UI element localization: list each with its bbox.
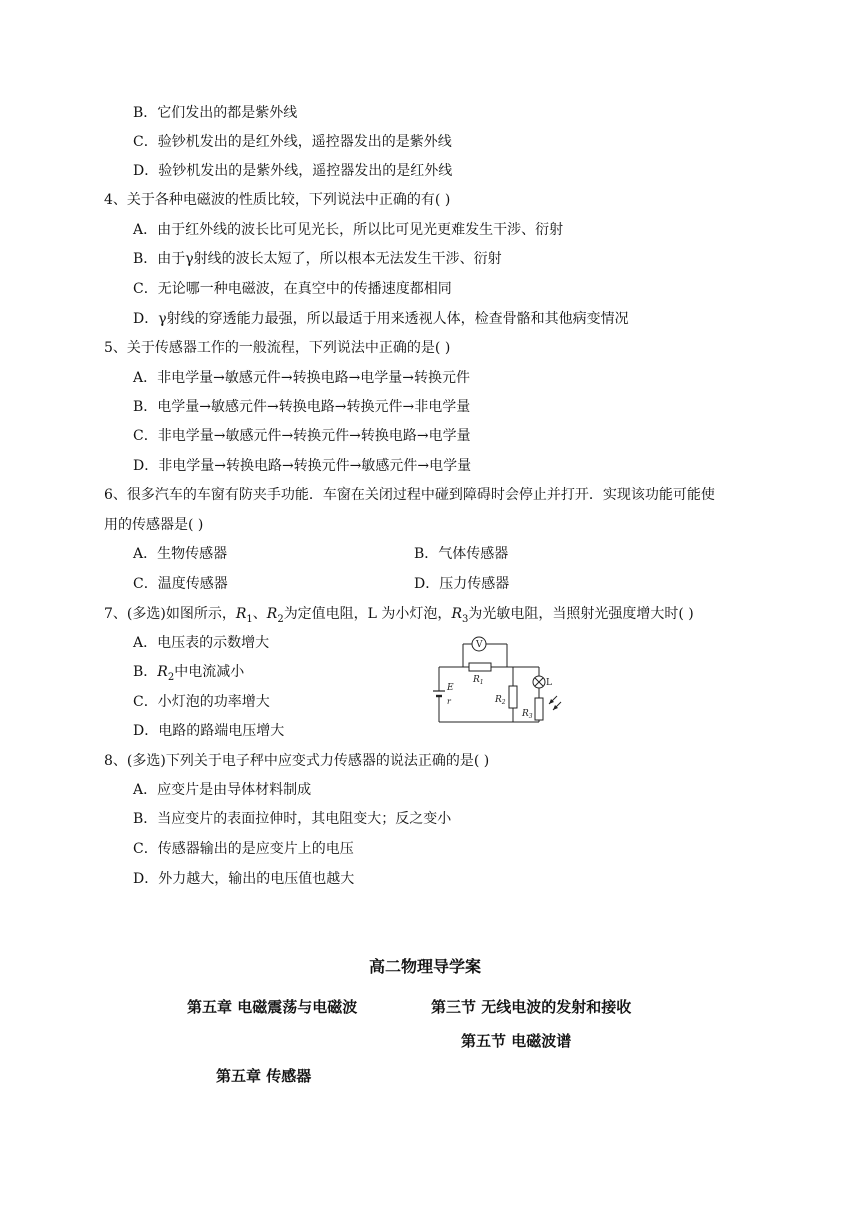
- chapter-heading-em: 第五章 电磁震荡与电磁波: [187, 998, 358, 1016]
- q7-r1-sub: 1: [246, 613, 253, 625]
- q8-stem: 8、(多选)下列关于电子秤中应变式力传感器的说法正确的是( ): [104, 753, 490, 769]
- q7-r3-sub: 3: [461, 613, 469, 625]
- q7-stem-prefix: 7、(多选)如图所示，: [104, 606, 236, 622]
- q7-option-b-sub: 2: [167, 671, 175, 683]
- q7-option-a: A．电压表的示数增大: [133, 635, 270, 651]
- q3-option-d: D．验钞机发出的是紫外线，遥控器发出的是红外线: [133, 163, 453, 179]
- section-5-heading: 第五节 电磁波谱: [461, 1032, 572, 1050]
- q7-stem-suffix: 为光敏电阻，当照射光强度增大时( ): [468, 606, 694, 622]
- q7-option-c: C．小灯泡的功率增大: [133, 694, 270, 710]
- q7-r2-sub: 2: [277, 613, 284, 625]
- q5-option-a: A．非电学量→敏感元件→转换电路→电学量→转换元件: [133, 370, 471, 386]
- q7-stem-sep: 、: [252, 606, 267, 622]
- q8-option-d: D．外力越大，输出的电压值也越大: [133, 871, 355, 887]
- q3-option-b: B．它们发出的都是紫外线: [133, 105, 298, 121]
- section-3-heading: 第三节 无线电波的发射和接收: [431, 998, 632, 1016]
- q4-option-c: C．无论哪一种电磁波，在真空中的传播速度都相同: [133, 281, 452, 297]
- q5-option-b: B．电学量→敏感元件→转换电路→转换元件→非电学量: [133, 399, 471, 415]
- q7-stem: [104, 604, 694, 630]
- q4-option-b: B．由于γ射线的波长太短了，所以根本无法发生干涉、衍射: [133, 251, 502, 267]
- q4-stem: 4、关于各种电磁波的性质比较，下列说法中正确的有( ): [104, 192, 451, 208]
- q6-stem-line1: 6、很多汽车的车窗有防夹手功能．车窗在关闭过程中碰到障碍时会停止并打开．实现该功能可能使: [104, 487, 715, 503]
- q6-stem-line2: 用的传感器是( ): [104, 517, 204, 533]
- r1-label: $R_1$: [473, 675, 484, 686]
- chapter-heading-sensors: 第五章 传感器: [216, 1067, 312, 1085]
- internal-resistance-label: r: [447, 697, 451, 706]
- q7-stem-mid: 为定值电阻，L 为小灯泡，: [283, 606, 452, 622]
- r2-label: $R_2$: [495, 695, 506, 706]
- q7-option-b-var: R: [157, 664, 168, 680]
- q5-option-d: D．非电学量→转换电路→转换元件→敏感元件→电学量: [133, 458, 472, 474]
- q7-r1: R: [235, 606, 247, 622]
- q6-option-a: A．生物传感器: [133, 546, 228, 562]
- q7-r3: R: [451, 606, 462, 622]
- page-title: 高二物理导学案: [369, 957, 482, 976]
- q7-option-b-prefix: B．: [133, 664, 158, 680]
- r3-label: $R_3$: [522, 709, 533, 720]
- voltmeter-label: V: [476, 640, 483, 650]
- q7-option-b-text: 中电流减小: [174, 664, 245, 680]
- q5-stem: 5、关于传感器工作的一般流程，下列说法中正确的是( ): [104, 340, 451, 356]
- q4-option-a: A．由于红外线的波长比可见光长，所以比可见光更难发生干涉、衍射: [133, 222, 564, 238]
- q8-option-c: C．传感器输出的是应变片上的电压: [133, 841, 354, 857]
- q5-option-c: C．非电学量→敏感元件→转换元件→转换电路→电学量: [133, 428, 471, 444]
- emf-label: E: [447, 683, 454, 693]
- q6-option-d: D．压力传感器: [414, 576, 510, 592]
- q4-option-d: D．γ射线的穿透能力最强，所以最适于用来透视人体，检查骨骼和其他病变情况: [133, 311, 629, 327]
- lamp-label: L: [546, 678, 552, 688]
- circuit-diagram: [425, 632, 575, 732]
- q7-r2: R: [266, 606, 278, 622]
- q7-option-d: D．电路的路端电压增大: [133, 723, 285, 739]
- q8-option-b: B．当应变片的表面拉伸时，其电阻变大；反之变小: [133, 811, 452, 827]
- q8-option-a: A．应变片是由导体材料制成: [133, 782, 312, 798]
- q3-option-c: C．验钞机发出的是红外线，遥控器发出的是紫外线: [133, 134, 452, 150]
- q7-option-b: [133, 662, 244, 688]
- q6-option-c: C．温度传感器: [133, 576, 228, 592]
- q6-option-b: B．气体传感器: [414, 546, 509, 562]
